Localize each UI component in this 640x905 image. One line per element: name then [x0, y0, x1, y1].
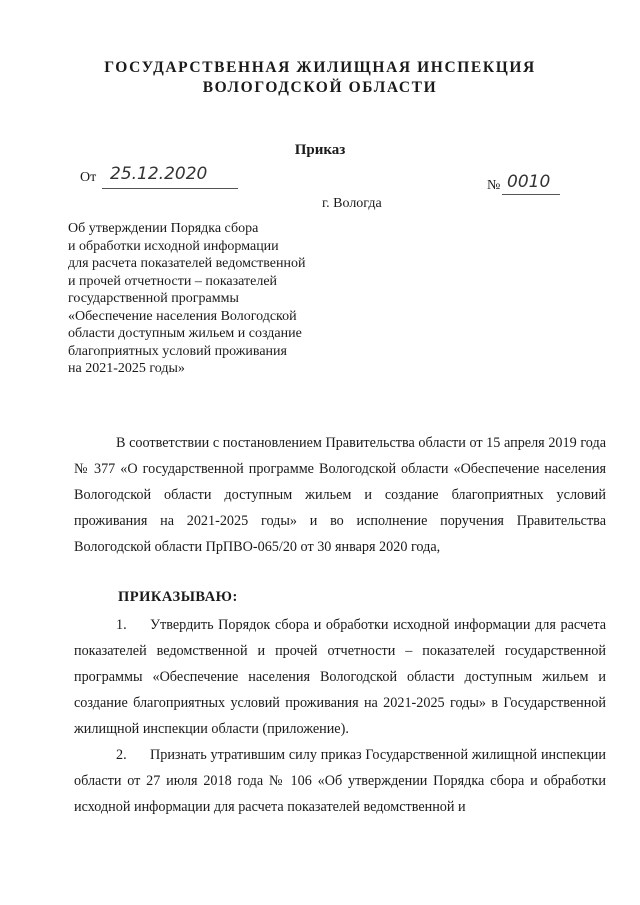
- order-heading: ПРИКАЗЫВАЮ:: [118, 589, 238, 605]
- subject-block: [68, 220, 305, 378]
- subject-line: «Обеспечение населения Вологодской: [68, 308, 297, 324]
- number-prefix: №: [487, 178, 501, 193]
- item-text: Утвердить Порядок сбора и обработки исходной информации для расчета показателей ведомственной и прочей отчетности – показателей государственной программы «Обеспечение населения Вологодской области доступным жильем и создание благоприятных условий проживания на 2021-2025 годы» в Государственной жилищной инспекции области (приложение).: [74, 617, 606, 737]
- order-item-1: [74, 612, 606, 742]
- item-text: Признать утратившим силу приказ Государственной жилищной инспекции области от 27 июля 2018 года № 106 «Об утверждении Порядка сбора и обработки исходной информации для расчета показателей ведомственной и: [74, 747, 606, 815]
- date-prefix: От: [80, 170, 97, 185]
- order-item-2: [74, 742, 606, 820]
- city: г. Вологда: [322, 196, 382, 211]
- number-underline: [502, 194, 560, 195]
- document-title: Приказ: [294, 142, 346, 158]
- subject-line: государственной программы: [68, 291, 239, 306]
- subject-line: и прочей отчетности – показателей: [68, 273, 278, 289]
- date-underline: [102, 188, 238, 189]
- preamble-paragraph: В соответствии с постановлением Правительства области от 15 апреля 2019 года № 377 «О государственной программе Вологодской области «Обеспечение населения Вологодской области доступным жильем и создание благоприятных условий проживания на 2021-2025 годы» и во исполнение поручения Правительства Вологодской области ПрПВО-065/20 от 30 января 2020 года,: [74, 435, 606, 555]
- subject-line: для расчета показателей ведомственной: [68, 256, 306, 271]
- subject-line: Об утверждении Порядка сбора: [68, 221, 259, 236]
- org-name-line1: ГОСУДАРСТВЕННАЯ ЖИЛИЩНАЯ ИНСПЕКЦИЯ: [104, 59, 536, 76]
- subject-line: области доступным жильем и создание: [68, 326, 302, 341]
- item-number: 1.: [116, 617, 127, 633]
- subject-line: на 2021-2025 годы»: [68, 361, 185, 376]
- number-handwritten: 0010: [507, 172, 551, 192]
- date-handwritten: 25.12.2020: [110, 164, 208, 184]
- item-number: 2.: [116, 747, 127, 763]
- org-name-line2: ВОЛОГОДСКОЙ ОБЛАСТИ: [202, 79, 438, 96]
- subject-line: благоприятных условий проживания: [68, 343, 287, 359]
- subject-line: и обработки исходной информации: [68, 238, 279, 254]
